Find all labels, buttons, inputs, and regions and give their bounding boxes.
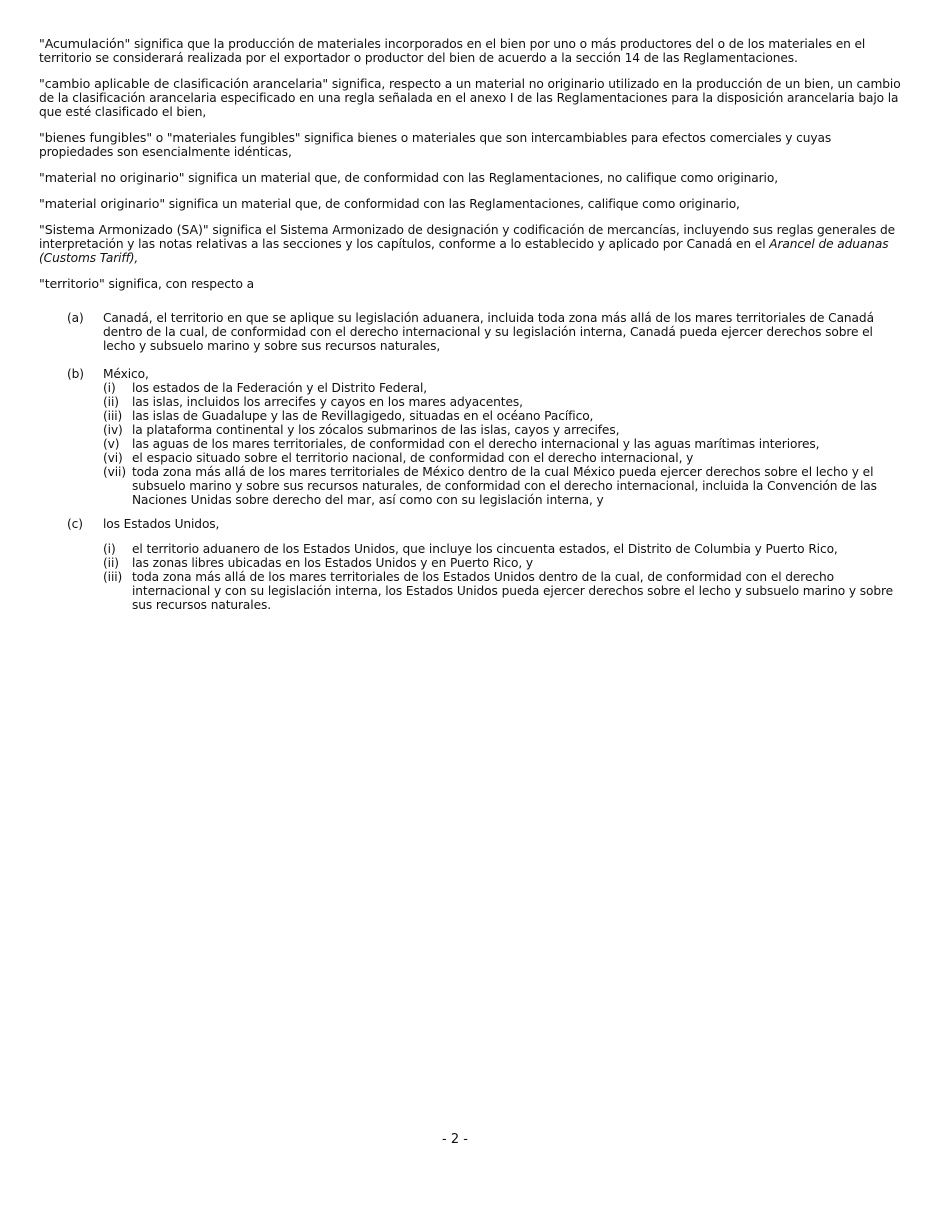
definitions-section (39, 37, 904, 612)
sub-item-text: toda zona más allá de los mares territoriales de México dentro de la cual México pueda ejercer derechos sobre el lecho y el subsuelo marino y sobre sus recursos naturales, de conformidad con el derecho internacional, incluida la Convención de las Naciones Unidas sobre derecho del mar, así como con su legislación interna, y (132, 465, 877, 507)
definition-term: "material originario" (39, 196, 166, 211)
sub-item-text: toda zona más allá de los mares territoriales de los Estados Unidos dentro de la cual, de conformidad con el derecho internacional y con su legislación interna, los Estados Unidos pueda ejercer derechos sobre el lecho y subsuelo marino y sobre sus recursos naturales. (132, 570, 893, 612)
definition-term: "cambio aplicable de clasificación arancelaria" (39, 76, 329, 91)
estados-unidos-sublist (39, 542, 904, 612)
sub-item-label: (i) (103, 542, 116, 556)
definition-text: significa, respecto a un material no originario utilizado en la producción de un bien, un cambio de la clasificación arancelaria especificado en una regla señalada en el anexo I de las Reglamentaciones para la disposición arancelaria bajo la que esté clasificado el bien, (39, 77, 901, 119)
definition-text: significa que la producción de materiales incorporados en el bien por uno o más productores del o de los materiales en el territorio se considerará realizada por el exportador o productor del bien de acuerdo a la sección 14 de las Reglamentaciones. (39, 37, 866, 65)
item-label: (c) (67, 517, 83, 531)
item-label: (b) (67, 367, 84, 381)
definition-text: o "materiales fungibles" significa bienes o materiales que son intercambiables para efectos comerciales y cuyas propiedades son esencialmente idénticas, (39, 131, 832, 159)
item-text: Canadá, el territorio en que se aplique su legislación aduanera, incluida toda zona más allá de los mares territoriales de Canadá dentro de la cual, de conformidad con el derecho internacional y su legislación interna, Canadá pueda ejercer derechos sobre el lecho y subsuelo marino y sobre sus recursos naturales, (103, 311, 874, 353)
definition-text: significa un material que, de conformidad con las Reglamentaciones, califique como originario, (165, 197, 740, 211)
sub-item-text: la plataforma continental y los zócalos submarinos de las islas, cayos y arrecifes, (132, 423, 620, 437)
sub-item-text: las aguas de los mares territoriales, de conformidad con el derecho internacional y las aguas marítimas interiores, (132, 437, 820, 451)
definition-term: "Sistema Armonizado (SA)" (39, 222, 209, 237)
definition-bienes-fungibles (39, 131, 904, 159)
sub-item-label: (ii) (103, 395, 119, 409)
sub-item-label: (iii) (103, 570, 123, 584)
sub-item (39, 465, 904, 507)
definition-text: significa un material que, de conformidad con las Reglamentaciones, no califique como originario, (184, 171, 778, 185)
sub-item-text: el espacio situado sobre el territorio nacional, de conformidad con el derecho internacional, y (132, 451, 694, 465)
sub-item-label: (v) (103, 437, 120, 451)
sub-item (39, 395, 904, 409)
definition-italic-reference: Arancel de aduanas (Customs Tariff), (39, 237, 889, 265)
sub-item-label: (vi) (103, 451, 123, 465)
page-number: - 2 - (442, 1132, 468, 1147)
definition-term: "Acumulación" (39, 36, 131, 51)
territory-item-estados-unidos (39, 517, 904, 531)
sub-item (39, 542, 904, 556)
sub-item-text: las islas, incluidos los arrecifes y cayos en los mares adyacentes, (132, 395, 523, 409)
definition-text: significa, con respecto a (104, 277, 255, 291)
definition-material-originario (39, 197, 904, 211)
sub-item-text: el territorio aduanero de los Estados Unidos, que incluye los cincuenta estados, el Distrito de Columbia y Puerto Rico, (132, 542, 838, 556)
sub-item-label: (iv) (103, 423, 123, 437)
sub-item (39, 409, 904, 423)
sub-item-label: (vii) (103, 465, 126, 479)
sub-item-label: (ii) (103, 556, 119, 570)
definition-text: significa el Sistema Armonizado de designación y codificación de mercancías, incluyendo sus reglas generales de interpretación y las notas relativas a las secciones y los capítulos, conforme a lo establecido y aplicado por Canadá en el (39, 223, 896, 251)
definition-term: "material no originario" (39, 170, 185, 185)
definition-acumulacion (39, 37, 904, 65)
sub-item-label: (i) (103, 381, 116, 395)
definition-term: "territorio" (39, 276, 105, 291)
sub-item-label: (iii) (103, 409, 123, 423)
item-label: (a) (67, 311, 84, 325)
definition-territorio (39, 277, 904, 291)
definition-term: "bienes fungibles" (39, 130, 153, 145)
sub-item (39, 451, 904, 465)
definition-material-no-originario (39, 171, 904, 185)
sub-item-text: las zonas libres ubicadas en los Estados Unidos y en Puerto Rico, y (132, 556, 534, 570)
sub-item (39, 556, 904, 570)
sub-item (39, 570, 904, 612)
sub-item-text: las islas de Guadalupe y las de Revillagigedo, situadas en el océano Pacífico, (132, 409, 594, 423)
item-text: los Estados Unidos, (103, 517, 220, 531)
mexico-sublist (39, 381, 904, 507)
sub-item (39, 437, 904, 451)
sub-item (39, 423, 904, 437)
sub-item (39, 381, 904, 395)
territory-item-mexico (39, 367, 904, 381)
definition-sistema-armonizado (39, 223, 904, 265)
sub-item-text: los estados de la Federación y el Distrito Federal, (132, 381, 428, 395)
definition-cambio-clasificacion (39, 77, 904, 119)
territory-item-canada (39, 311, 904, 353)
item-text: México, (103, 367, 149, 381)
